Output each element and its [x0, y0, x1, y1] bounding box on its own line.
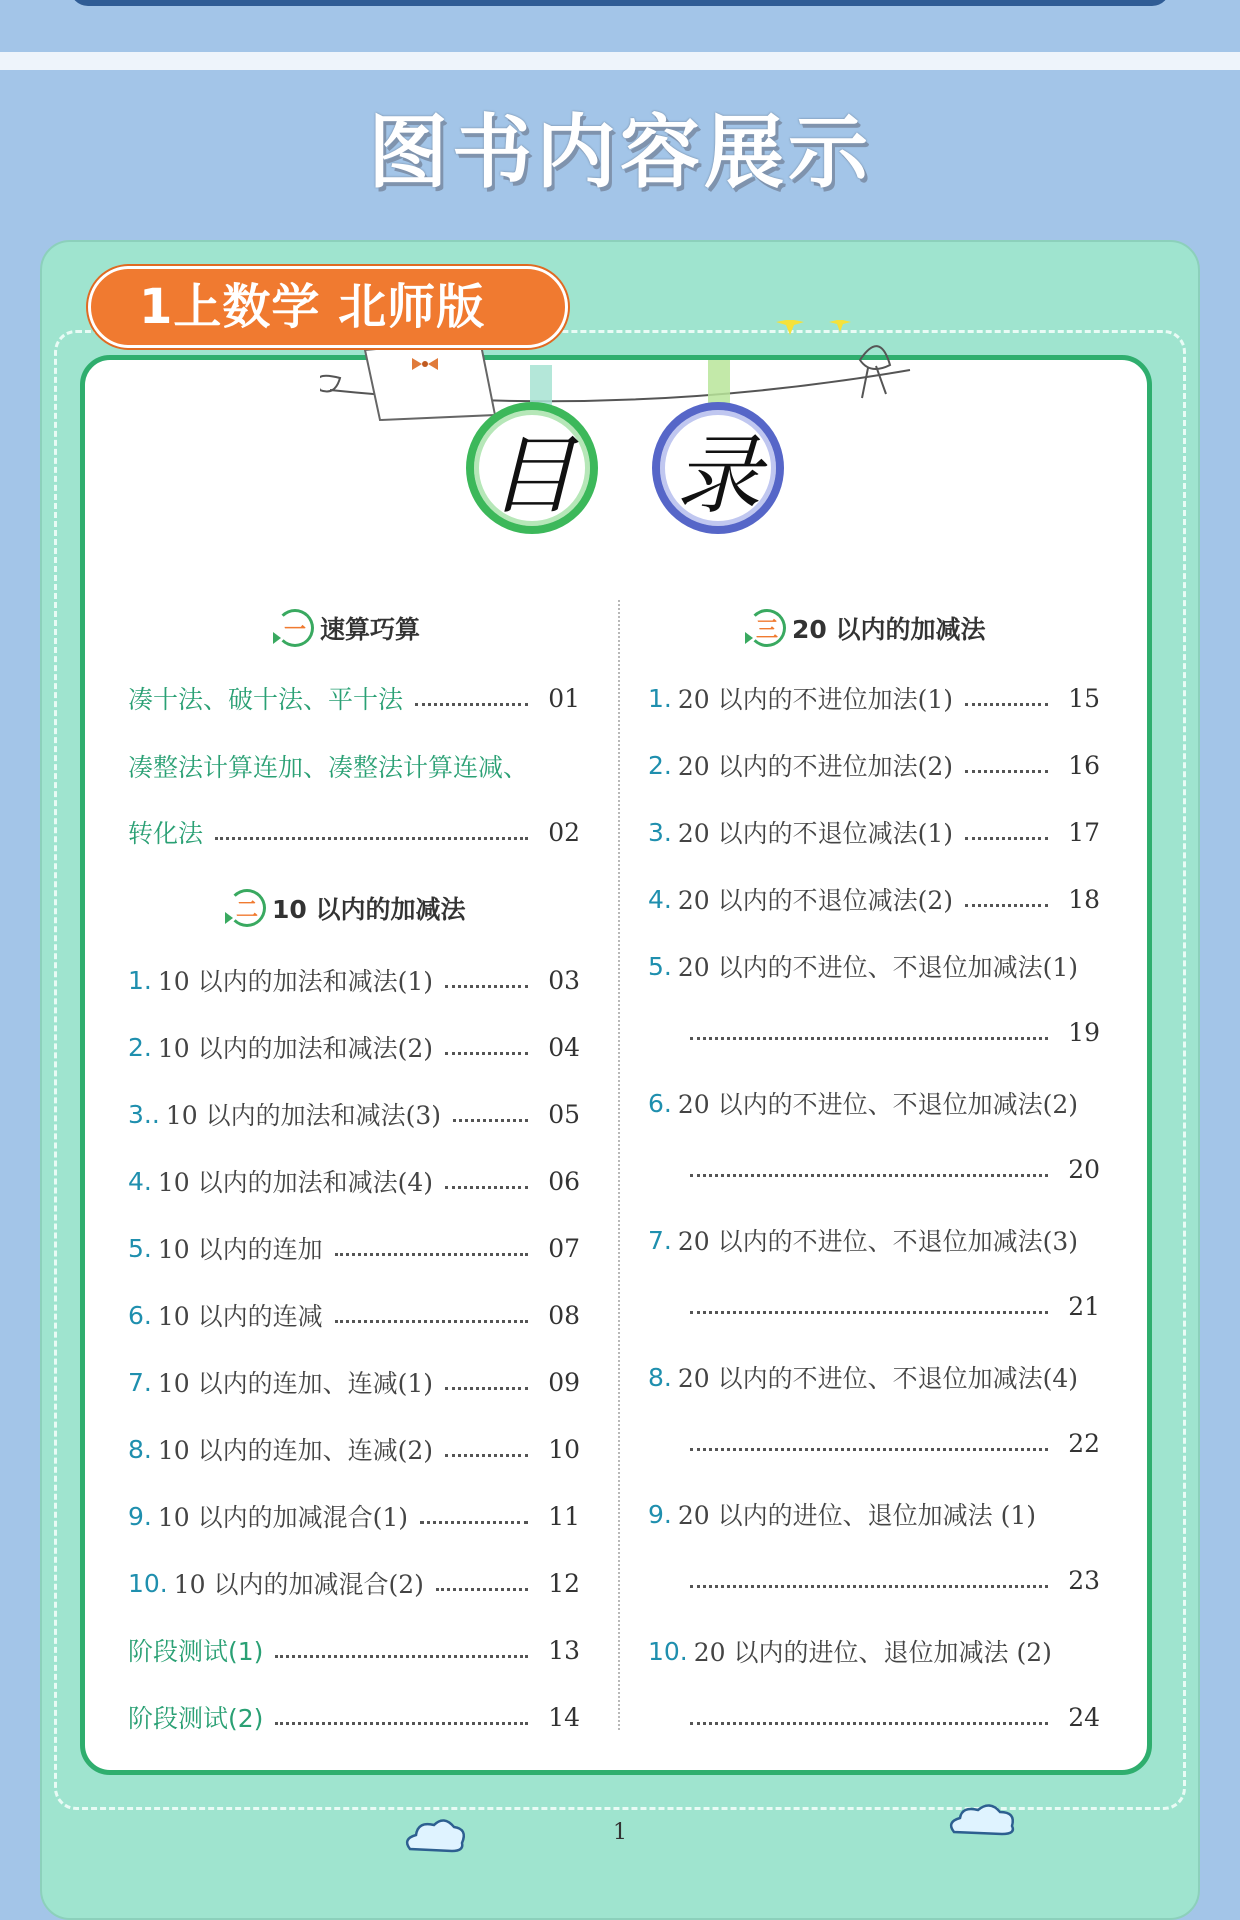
entry-number: 1. [648, 683, 672, 713]
entry-title: 10 以内的连减 [157, 1302, 323, 1331]
entry-page: 17 [1068, 817, 1100, 847]
leader-dots [275, 1655, 528, 1658]
leader-dots [965, 904, 1048, 907]
entry-title: 阶段测试(1) [128, 1637, 264, 1666]
leader-dots [445, 1186, 528, 1189]
section-number: 三 [748, 609, 786, 647]
section-heading-1 [276, 606, 420, 650]
entry-page: 16 [1068, 750, 1100, 780]
entry-page: 11 [548, 1501, 580, 1531]
entry-page: 06 [548, 1166, 580, 1196]
entry-number: 10. [648, 1636, 688, 1666]
entry-page: 07 [548, 1233, 580, 1263]
cloud-right-icon [944, 1800, 1024, 1844]
column-divider [618, 600, 620, 1730]
entry-number: 8. [128, 1434, 152, 1464]
entry-number: 3. [648, 817, 672, 847]
leader-dots [335, 1320, 528, 1323]
toc-entry-continuation[interactable] [690, 1286, 1100, 1326]
toc-entry[interactable] [128, 1027, 580, 1067]
entry-title: 20 以内的不进位、不退位加减法(2) [677, 1090, 1079, 1119]
entry-page: 09 [548, 1367, 580, 1397]
toc-entry[interactable] [648, 745, 1100, 785]
entry-number: 4. [128, 1166, 152, 1196]
entry-title: 10 以内的加减混合(1) [157, 1503, 409, 1532]
toc-entry[interactable] [128, 746, 580, 786]
entry-title: 10 以内的加法和减法(2) [157, 1034, 434, 1063]
toc-entry[interactable] [648, 1220, 1100, 1260]
entry-number: 5. [128, 1233, 152, 1263]
entry-page: 18 [1068, 884, 1100, 914]
section-heading-3 [748, 606, 986, 650]
entry-title: 10 以内的加减混合(2) [173, 1570, 424, 1599]
leader-dots [965, 703, 1048, 706]
entry-title: 20 以内的不进位、不退位加减法(1) [677, 953, 1079, 982]
section-heading-2 [228, 886, 466, 930]
section-number: 一 [276, 609, 314, 647]
toc-entry[interactable] [648, 812, 1100, 852]
leader-dots [420, 1521, 528, 1524]
leader-dots [690, 1722, 1048, 1725]
entry-number: 8. [648, 1362, 672, 1392]
toc-heading-char-lu: 录 [652, 402, 784, 534]
entry-number: 1. [128, 965, 152, 995]
toc-entry[interactable] [648, 879, 1100, 919]
toc-entry[interactable] [648, 946, 1100, 986]
entry-number: 5. [648, 951, 672, 981]
toc-entry[interactable] [648, 1631, 1100, 1671]
banner-title: 图书内容展示 [368, 106, 872, 199]
entry-page: 04 [548, 1032, 580, 1062]
toc-entry-continuation[interactable] [690, 1423, 1100, 1463]
section-number: 二 [228, 889, 266, 927]
toc-entry[interactable] [648, 1083, 1100, 1123]
entry-number: 6. [128, 1300, 152, 1330]
leader-dots [965, 770, 1048, 773]
toc-entry[interactable] [648, 678, 1100, 718]
section-title: 速算巧算 [320, 615, 421, 644]
entry-number: 7. [128, 1367, 152, 1397]
section-title: 20 以内的加减法 [792, 615, 986, 644]
toc-entry[interactable] [128, 1429, 580, 1469]
leader-dots [445, 1387, 528, 1390]
entry-number: 6. [648, 1088, 672, 1118]
toc-entry[interactable] [128, 1161, 580, 1201]
toc-entry[interactable] [128, 812, 580, 852]
entry-title: 10 以内的加法和减法(4) [157, 1168, 434, 1197]
leader-dots [965, 837, 1048, 840]
entry-page: 01 [548, 683, 580, 713]
leader-dots [436, 1588, 528, 1591]
entry-title: 20 以内的不退位减法(2) [677, 886, 954, 915]
entry-number: 10. [128, 1568, 168, 1598]
toc-entry[interactable] [128, 1295, 580, 1335]
leader-dots [690, 1448, 1048, 1451]
section-title: 10 以内的加减法 [272, 895, 466, 924]
entry-number: 9. [648, 1499, 672, 1529]
toc-entry[interactable] [128, 1630, 580, 1670]
top-divider-strip [0, 52, 1240, 70]
leader-dots [690, 1311, 1048, 1314]
entry-page: 24 [1068, 1702, 1100, 1732]
entry-title: 凑整法计算连加、凑整法计算连减、 [128, 753, 529, 782]
entry-page: 10 [548, 1434, 580, 1464]
top-banner-bar [70, 0, 1170, 6]
entry-title: 20 以内的不进位、不退位加减法(4) [677, 1364, 1079, 1393]
leader-dots [690, 1037, 1048, 1040]
entry-number: 7. [648, 1225, 672, 1255]
entry-page: 19 [1068, 1017, 1100, 1047]
toc-entry[interactable] [128, 678, 580, 718]
edition-tab: 1上数学 北师版 [88, 266, 568, 348]
toc-entry-continuation[interactable] [690, 1560, 1100, 1600]
leader-dots [445, 1454, 528, 1457]
entry-title: 凑十法、破十法、平十法 [128, 685, 404, 714]
entry-title: 转化法 [128, 819, 204, 848]
toc-entry[interactable] [128, 960, 580, 1000]
entry-title: 20 以内的进位、退位加减法 (1) [677, 1501, 1036, 1530]
leader-dots [453, 1119, 528, 1122]
entry-number: 2. [648, 750, 672, 780]
toc-heading-char-mu: 目 [466, 402, 598, 534]
leader-dots [690, 1174, 1048, 1177]
page-number: 1 [613, 1820, 627, 1845]
entry-number: 9. [128, 1501, 152, 1531]
entry-page: 02 [548, 817, 580, 847]
cloud-left-icon [400, 1815, 470, 1859]
entry-page: 21 [1068, 1291, 1100, 1321]
entry-title: 10 以内的连加、连减(2) [157, 1436, 434, 1465]
toc-entry[interactable] [128, 1496, 580, 1536]
entry-page: 08 [548, 1300, 580, 1330]
entry-title: 10 以内的连加、连减(1) [157, 1369, 434, 1398]
entry-title: 10 以内的连加 [157, 1235, 323, 1264]
entry-title: 阶段测试(2) [128, 1704, 264, 1733]
entry-page: 22 [1068, 1428, 1100, 1458]
toc-entry[interactable] [128, 1697, 580, 1737]
toc-entry-continuation[interactable] [690, 1149, 1100, 1189]
leader-dots [335, 1253, 528, 1256]
entry-page: 03 [548, 965, 580, 995]
leader-dots [275, 1722, 528, 1725]
leader-dots [445, 985, 528, 988]
entry-page: 12 [548, 1568, 580, 1598]
entry-title: 10 以内的加法和减法(3) [165, 1101, 441, 1130]
entry-page: 15 [1068, 683, 1100, 713]
toc-entry[interactable] [128, 1228, 580, 1268]
leader-dots [445, 1052, 528, 1055]
entry-number: 3.. [128, 1099, 160, 1129]
entry-title: 20 以内的不进位加法(1) [677, 685, 954, 714]
entry-title: 20 以内的不进位加法(2) [677, 752, 954, 781]
entry-page: 23 [1068, 1565, 1100, 1595]
leader-dots [215, 837, 528, 840]
entry-title: 10 以内的加法和减法(1) [157, 967, 434, 996]
toc-entry[interactable] [128, 1362, 580, 1402]
entry-page: 14 [548, 1702, 580, 1732]
entry-title: 20 以内的不进位、不退位加减法(3) [677, 1227, 1079, 1256]
entry-page: 05 [548, 1099, 580, 1129]
entry-title: 20 以内的进位、退位加减法 (2) [693, 1638, 1052, 1667]
toc-entry[interactable] [648, 1494, 1100, 1534]
toc-entry[interactable] [648, 1357, 1100, 1397]
entry-title: 20 以内的不退位减法(1) [677, 819, 954, 848]
entry-page: 13 [548, 1635, 580, 1665]
toc-entry[interactable] [128, 1563, 580, 1603]
leader-dots [690, 1585, 1048, 1588]
entry-number: 2. [128, 1032, 152, 1062]
toc-entry[interactable] [128, 1094, 580, 1134]
toc-entry-continuation[interactable] [690, 1012, 1100, 1052]
leader-dots [415, 703, 528, 706]
toc-entry-continuation[interactable] [690, 1697, 1100, 1737]
entry-number: 4. [648, 884, 672, 914]
entry-page: 20 [1068, 1154, 1100, 1184]
